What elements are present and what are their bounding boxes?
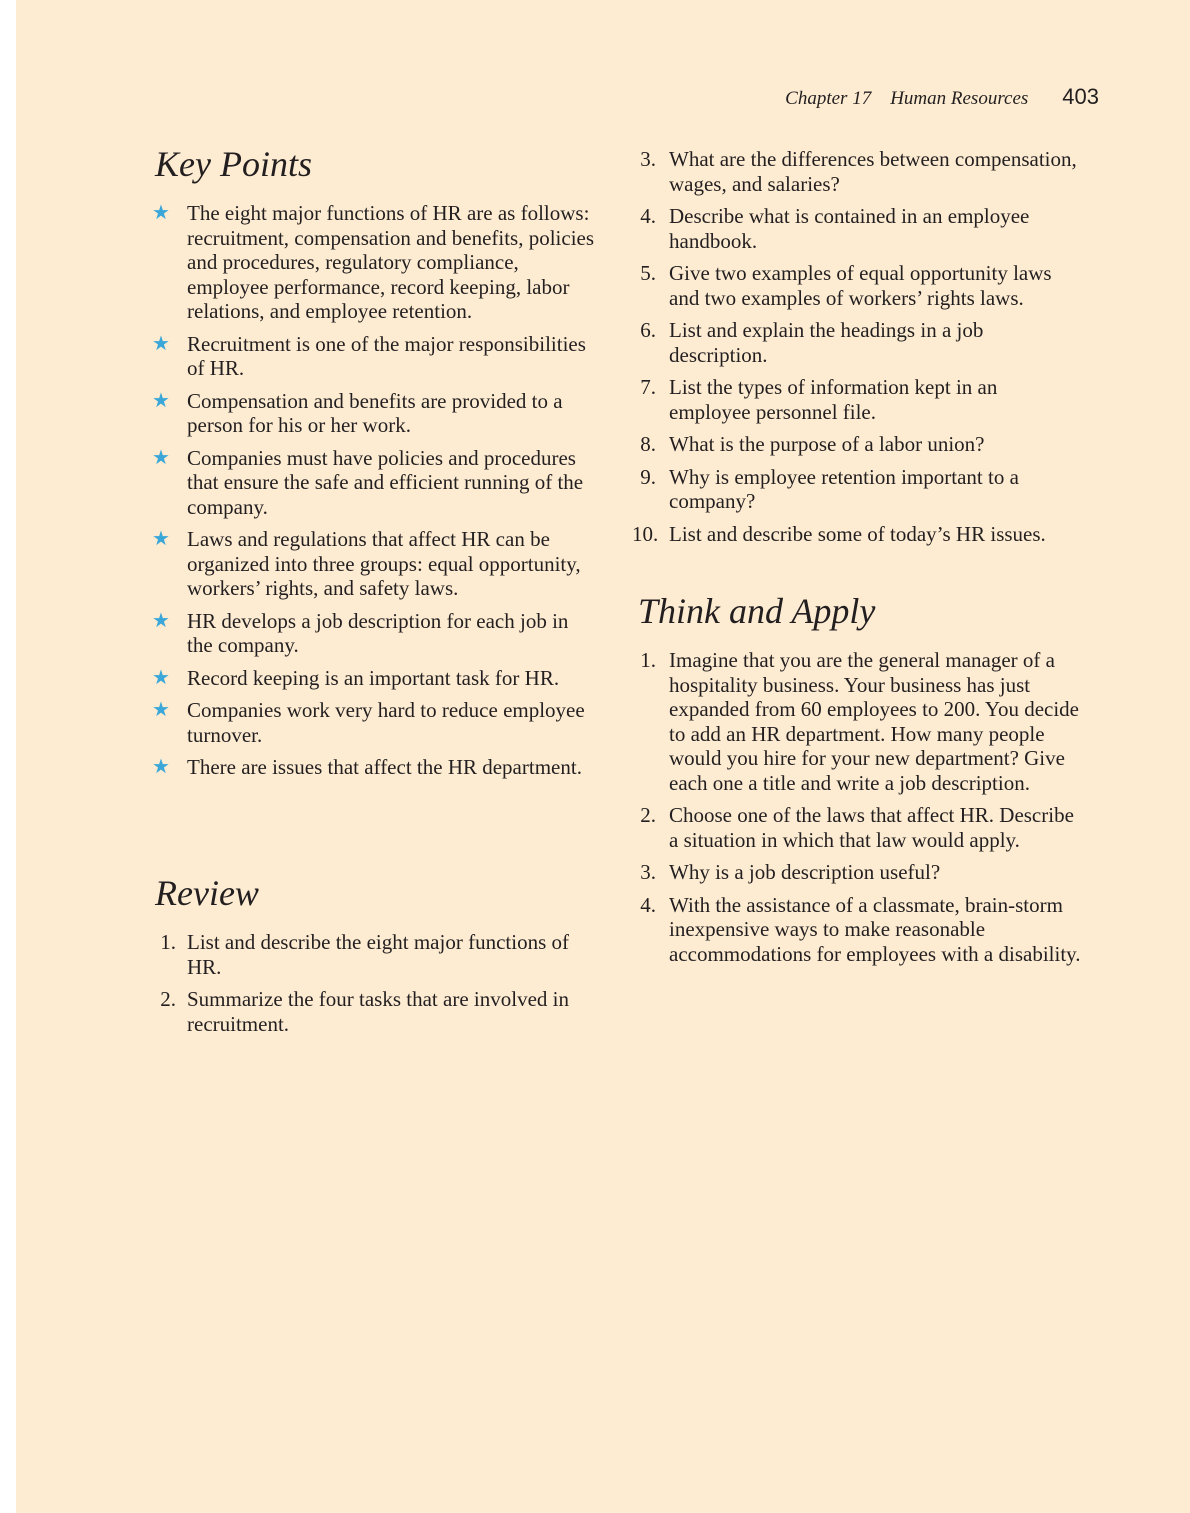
list-item: 1. Imagine that you are the general manager of a hospitality business. Your business has just expanded from 60 employees to 200. You decide to add an HR department. How many people would you hire for your new department? Give each one a title and write a job description.: [669, 648, 1084, 795]
list-item: 7. List the types of information kept in an employee personnel file.: [669, 375, 1084, 424]
item-number: 9.: [640, 464, 656, 489]
item-number: 4.: [640, 204, 656, 228]
list-item: 5. Give two examples of equal opportunity laws and two examples of workers’ rights laws.: [669, 261, 1084, 310]
item-number: 3.: [640, 860, 656, 884]
list-item: 8. What is the purpose of a labor union?: [669, 432, 1084, 457]
list-item: ★ Compensation and benefits are provided to a person for his or her work.: [152, 388, 563, 437]
star-bullet-icon: ★: [152, 666, 170, 689]
list-item: ★ There are issues that affect the HR department.: [152, 755, 582, 779]
list-item: 4. Describe what is contained in an employee handbook.: [669, 204, 1084, 253]
list-item: ★ The eight major functions of HR are as follows: recruitment, compensation and benefits, policies and procedures, regulatory compliance, employee performance, record keeping, labor relations, and employee retention.: [152, 201, 595, 323]
star-bullet-icon: ★: [152, 202, 170, 224]
item-number: 7.: [640, 375, 656, 399]
review-heading: Review: [155, 873, 259, 913]
list-item: 3. Why is a job description useful?: [669, 860, 1084, 885]
list-item: 2. Summarize the four tasks that are involved in recruitment.: [187, 987, 597, 1036]
item-number: 2.: [640, 803, 656, 827]
list-item: 2. Choose one of the laws that affect HR. Describe a situation in which that law would apply.: [669, 803, 1084, 852]
item-number: 5.: [640, 261, 656, 285]
item-number: 3.: [640, 147, 656, 171]
think-and-apply-list: [640, 648, 1084, 974]
chapter-label: Chapter 17 Human Resources: [785, 88, 1029, 109]
list-item: ★ Recruitment is one of the major responsibilities of HR.: [152, 331, 586, 380]
star-bullet-icon: ★: [152, 446, 170, 469]
star-bullet-icon: ★: [152, 389, 170, 412]
list-item: 9. Why is employee retention important to a company?: [669, 465, 1084, 514]
list-item: ★ Companies work very hard to reduce employee turnover.: [152, 698, 585, 747]
page-number: 403: [1062, 84, 1099, 109]
running-head: [616, 84, 1099, 110]
item-number: 1.: [160, 930, 176, 954]
think-and-apply-heading: Think and Apply: [638, 591, 876, 631]
star-bullet-icon: ★: [152, 609, 170, 632]
list-item: ★ Companies must have policies and procedures that ensure the safe and efficient running of the company.: [152, 445, 584, 519]
list-item: 6. List and explain the headings in a job description.: [669, 318, 1084, 367]
key-points-list: [152, 201, 597, 788]
star-bullet-icon: ★: [152, 332, 170, 355]
list-item: 1. List and describe the eight major functions of HR.: [187, 930, 597, 979]
star-bullet-icon: ★: [152, 756, 170, 778]
item-number: 4.: [640, 892, 656, 917]
textbook-page: [16, 0, 1190, 1513]
list-item: ★ HR develops a job description for each job in the company.: [152, 608, 569, 657]
list-item: ★ Record keeping is an important task for HR.: [152, 665, 560, 690]
item-number: 8.: [640, 432, 656, 456]
key-points-heading: Key Points: [155, 144, 312, 184]
list-item: ★ Laws and regulations that affect HR can be organized into three groups: equal opportunity, workers’ rights, and safety laws.: [152, 527, 581, 600]
star-bullet-icon: ★: [152, 699, 170, 721]
item-number: 1.: [640, 648, 656, 672]
item-number: 6.: [640, 318, 656, 342]
item-number: 2.: [160, 987, 176, 1011]
review-list-left: [160, 930, 597, 1044]
list-item: 4. With the assistance of a classmate, brain-storm inexpensive ways to make reasonable accommodations for employees with a disability.: [669, 893, 1084, 967]
star-bullet-icon: ★: [152, 528, 170, 550]
list-item: 10. List and describe some of today’s HR issues.: [632, 521, 1046, 546]
item-number: 10.: [632, 521, 659, 546]
list-item: 3. What are the differences between compensation, wages, and salaries?: [669, 147, 1084, 196]
review-list-right: [632, 147, 1084, 554]
